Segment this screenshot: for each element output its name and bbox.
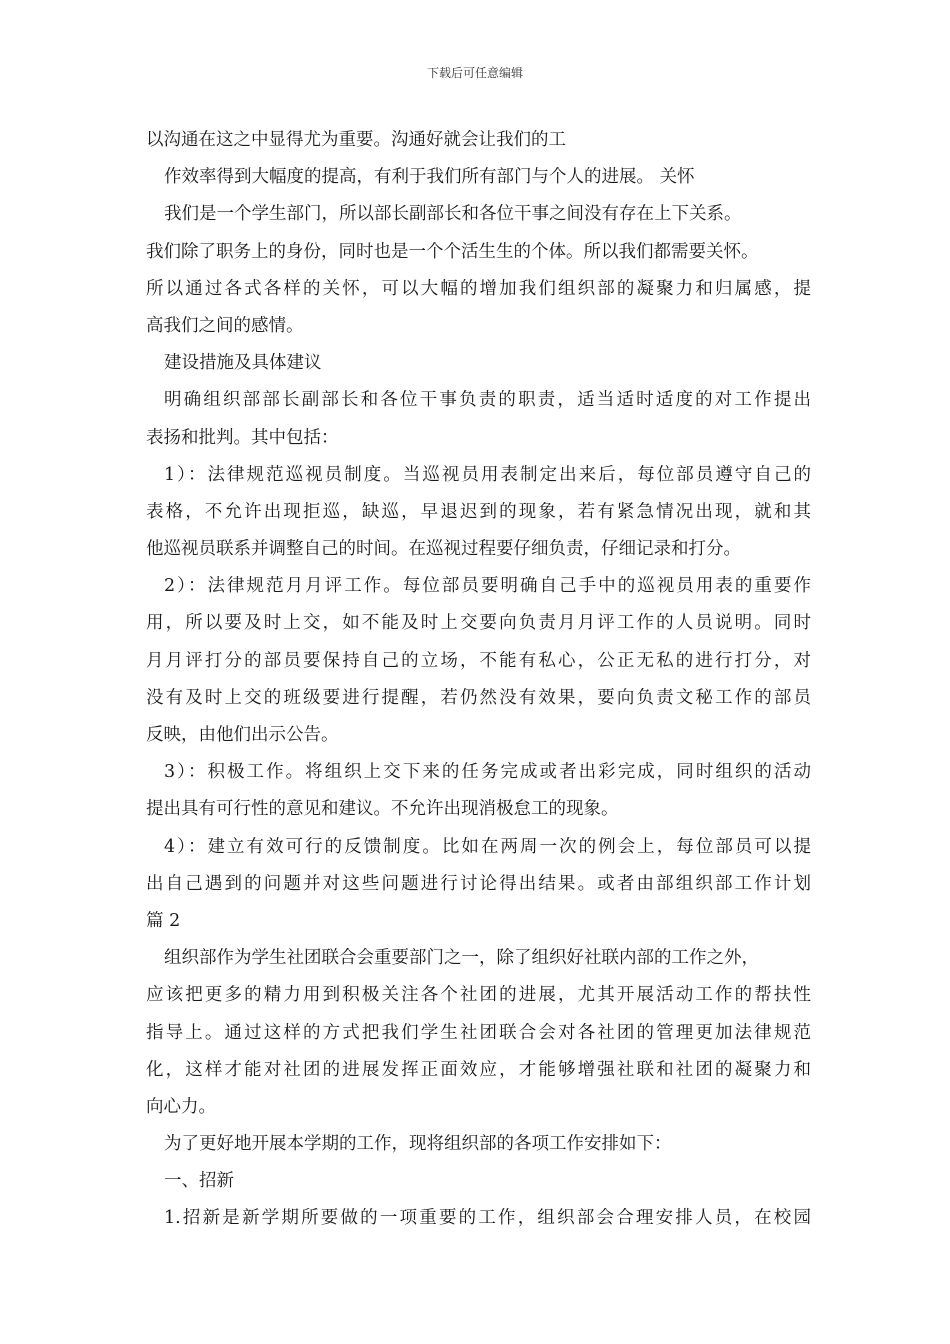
page-header: 下载后可任意编辑 (426, 66, 523, 80)
text-line: 4）：建立有效可行的反馈制度。比如在两周一次的例会上，每位部员可以提 (164, 836, 811, 857)
text-line: 用，所以要及时上交，如不能及时上交要向负责月月评工作的人员说明。同时 (146, 613, 811, 634)
text-line: 以沟通在这之中显得尤为重要。沟通好就会让我们的工 (146, 130, 566, 150)
text-line: 我们是一个学生部门，所以部长副部长和各位干事之间没有存在上下关系。 (164, 204, 742, 225)
text-line: 建设措施及具体建议 (164, 353, 322, 374)
text-line: 化，这样才能对社团的进展发挥正面效应，才能够增强社联和社团的凝聚力和 (146, 1059, 811, 1080)
text-line: 表格，不允许出现拒巡，缺巡，早退迟到的现象，若有紧急情况出现，就和其 (146, 501, 811, 522)
text-line: 1.招新是新学期所要做的一项重要的工作，组织部会合理安排人员，在校园 (164, 1208, 811, 1229)
text-line: 没有及时上交的班级要进行提醒，若仍然没有效果，要向负责文秘工作的部员 (146, 687, 811, 708)
text-line: 一、招新 (164, 1171, 234, 1192)
text-line: 组织部作为学生社团联合会重要部门之一，除了组织好社联内部的工作之外， (164, 948, 759, 969)
document-body (146, 122, 811, 1238)
text-line: 提出具有可行性的意见和建议。不允许出现消极怠工的现象。 (146, 799, 619, 820)
text-line: 表扬和批判。其中包括： (146, 427, 339, 448)
text-line: 作效率得到大幅度的提高，有利于我们所有部门与个人的进展。 关怀 (164, 167, 695, 188)
text-line: 反映，由他们出示公告。 (146, 725, 339, 745)
text-line: 为了更好地开展本学期的工作，现将组织部的各项工作安排如下： (164, 1134, 672, 1155)
text-line: 1）：法律规范巡视员制度。当巡视员用表制定出来后，每位部员遵守自己的 (164, 464, 811, 485)
text-line: 3）：积极工作。将组织上交下来的任务完成或者出彩完成，同时组织的活动 (164, 762, 811, 783)
text-line: 向心力。 (146, 1096, 216, 1117)
text-line: 2）：法律规范月月评工作。每位部员要明确自己手中的巡视员用表的重要作 (164, 576, 811, 597)
text-line: 高我们之间的感情。 (146, 315, 304, 336)
text-line: 出自己遇到的问题并对这些问题进行讨论得出结果。或者由部组织部工作计划 (146, 873, 811, 894)
text-line: 应该把更多的精力用到积极关注各个社团的进展，尤其开展活动工作的帮扶性 (146, 985, 811, 1006)
text-line: 月月评打分的部员要保持自己的立场，不能有私心，公正无私的进行打分，对 (146, 650, 811, 671)
text-line: 我们除了职务上的身份，同时也是一个个活生生的个体。所以我们都需要关怀。 (146, 241, 759, 262)
text-line: 篇 2 (146, 910, 181, 931)
text-line: 他巡视员联系并调整自己的时间。在巡视过程要仔细负责，仔细记录和打分。 (146, 539, 741, 560)
text-line: 明确组织部部长副部长和各位干事负责的职责，适当适时适度的对工作提出 (164, 390, 811, 411)
text-line: 所以通过各式各样的关怀，可以大幅的增加我们组织部的凝聚力和归属感，提 (146, 278, 811, 299)
text-line: 指导上。通过这样的方式把我们学生社团联合会对各社团的管理更加法律规范 (146, 1022, 811, 1043)
